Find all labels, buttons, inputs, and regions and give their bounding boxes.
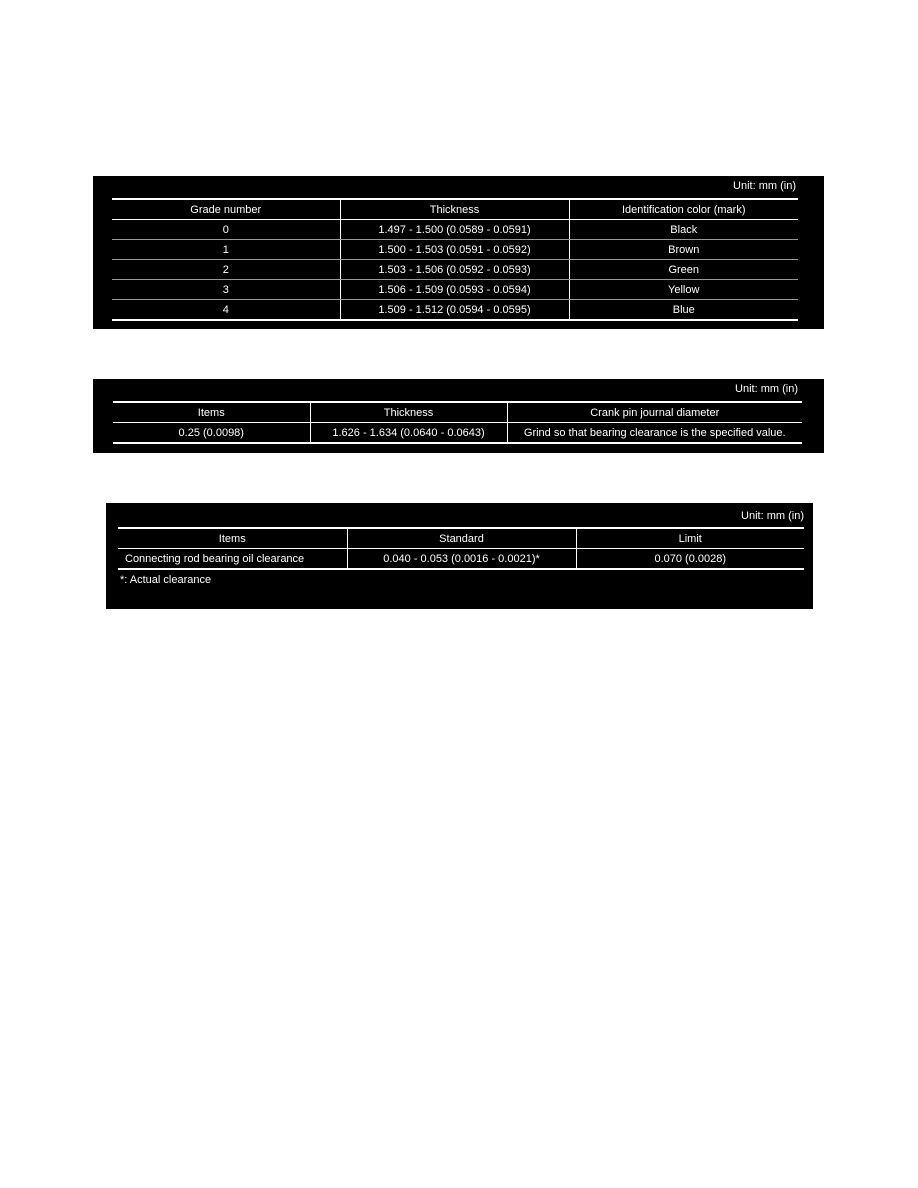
column-header: Limit (576, 528, 804, 549)
table-row (112, 240, 798, 260)
table-row (112, 300, 798, 321)
column-header: Items (113, 402, 310, 423)
column-header: Identification color (mark) (569, 199, 798, 220)
table-cell: 1.506 - 1.509 (0.0593 - 0.0594) (340, 280, 569, 300)
table-row (113, 423, 802, 444)
column-header: Grade number (112, 199, 340, 220)
bearing-grade-table-panel (93, 176, 824, 329)
oil-clearance-table-panel (106, 503, 813, 609)
table-cell: 1.509 - 1.512 (0.0594 - 0.0595) (340, 300, 569, 321)
table-cell: 1.500 - 1.503 (0.0591 - 0.0592) (340, 240, 569, 260)
table-cell: 0.25 (0.0098) (113, 423, 310, 444)
table-cell: 0 (112, 220, 340, 240)
undersize-bearing-table-panel (93, 379, 824, 453)
oil-clearance-table (118, 527, 804, 570)
table-header-row (118, 528, 804, 549)
column-header: Items (118, 528, 347, 549)
column-header: Crank pin journal diameter (507, 402, 802, 423)
table-cell: 0.040 - 0.053 (0.0016 - 0.0021)* (347, 549, 576, 570)
table-header-row (113, 402, 802, 423)
table-cell: Black (569, 220, 798, 240)
table-row (112, 220, 798, 240)
column-header: Thickness (340, 199, 569, 220)
table-cell: Green (569, 260, 798, 280)
undersize-bearing-table (113, 401, 802, 444)
table-cell: 2 (112, 260, 340, 280)
unit-label: Unit: mm (in) (733, 180, 796, 192)
table-cell: 1.626 - 1.634 (0.0640 - 0.0643) (310, 423, 507, 444)
table-cell: 0.070 (0.0028) (576, 549, 804, 570)
table-cell: 4 (112, 300, 340, 321)
column-header: Thickness (310, 402, 507, 423)
unit-label: Unit: mm (in) (741, 510, 804, 522)
table-row (118, 549, 804, 570)
column-header: Standard (347, 528, 576, 549)
table-cell: Blue (569, 300, 798, 321)
table-cell: 1.497 - 1.500 (0.0589 - 0.0591) (340, 220, 569, 240)
unit-label: Unit: mm (in) (735, 383, 798, 395)
table-cell: Connecting rod bearing oil clearance (118, 549, 347, 570)
table-cell: 1 (112, 240, 340, 260)
table-row (112, 280, 798, 300)
table-cell: Yellow (569, 280, 798, 300)
table-row (112, 260, 798, 280)
table-cell: Grind so that bearing clearance is the specified value. (507, 423, 802, 444)
table-cell: Brown (569, 240, 798, 260)
table-header-row (112, 199, 798, 220)
table-cell: 1.503 - 1.506 (0.0592 - 0.0593) (340, 260, 569, 280)
table-cell: 3 (112, 280, 340, 300)
bearing-grade-table (112, 198, 798, 321)
footnote: *: Actual clearance (120, 574, 212, 586)
